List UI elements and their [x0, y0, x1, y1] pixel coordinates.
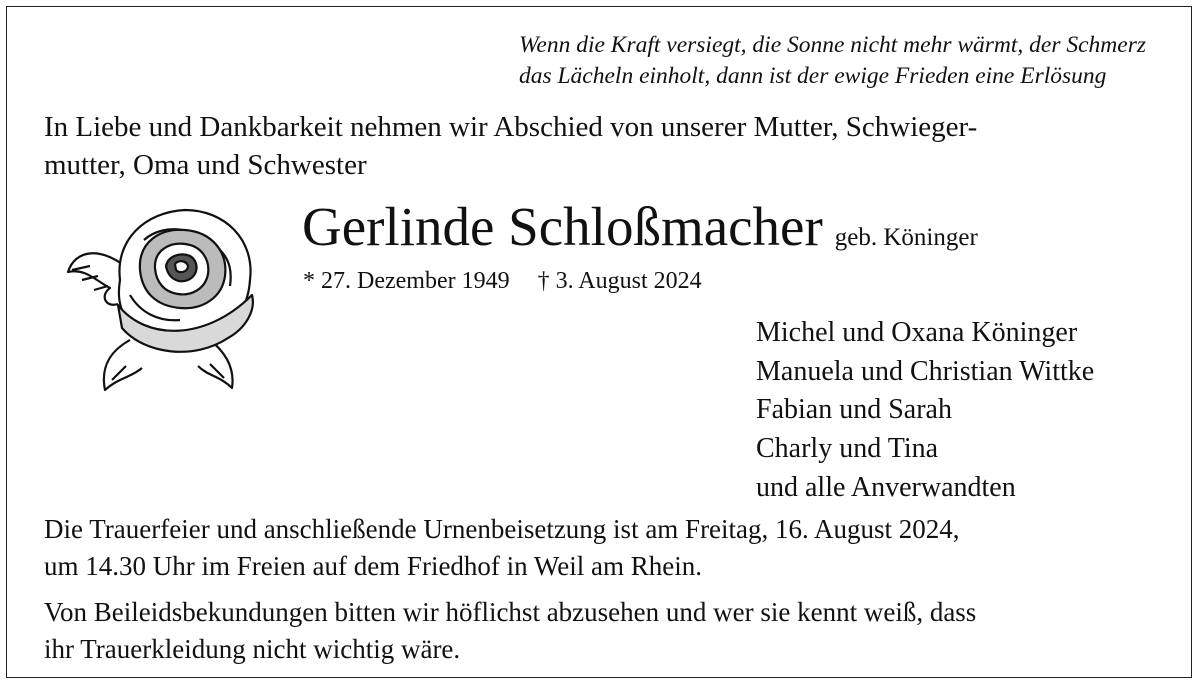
- list-item: Charly und Tina: [756, 433, 939, 465]
- intro-text: [44, 108, 1164, 184]
- ceremony-line-2: um 14.30 Uhr im Freien auf dem Friedhof in Weil am Rhein.: [44, 551, 702, 581]
- quote-line-1: Wenn die Kraft versiegt, die Sonne nicht mehr wärmt, der Schmerz: [518, 32, 1146, 58]
- condolence-note: [44, 594, 976, 668]
- birth-name: geb. Köninger: [834, 224, 978, 251]
- deceased-name-block: [302, 194, 978, 260]
- rose-icon: [60, 200, 270, 400]
- list-item: Michel und Oxana Köninger: [756, 317, 1078, 348]
- memorial-quote: [519, 30, 1146, 92]
- note-line-1: Von Beileidsbekundungen bitten wir höflichst abzusehen und wer sie kennt weiß, dass: [44, 597, 977, 627]
- quote-line-2: das Lächeln einholt, dann ist der ewige Frieden eine Erlösung: [518, 63, 1107, 89]
- life-dates: [303, 268, 702, 295]
- mourners-list: [756, 314, 1094, 508]
- list-item: Fabian und Sarah: [756, 394, 952, 426]
- list-item: Manuela und Christian Wittke: [756, 355, 1095, 387]
- death-date: † 3. August 2024: [537, 268, 702, 294]
- list-item: und alle Anverwandten: [756, 471, 1016, 503]
- intro-line-1: In Liebe und Dankbarkeit nehmen wir Abschied von unserer Mutter, Schwieger-: [44, 111, 978, 143]
- note-line-2: ihr Trauerkleidung nicht wichtig wäre.: [44, 634, 461, 664]
- ceremony-line-1: Die Trauerfeier und anschließende Urnenbeisetzung ist am Freitag, 16. August 2024,: [44, 514, 960, 544]
- ceremony-info: [44, 511, 960, 585]
- deceased-name: Gerlinde Schloßmacher: [302, 196, 823, 257]
- birth-date: * 27. Dezember 1949: [303, 268, 510, 294]
- intro-line-2: mutter, Oma und Schwester: [44, 149, 367, 181]
